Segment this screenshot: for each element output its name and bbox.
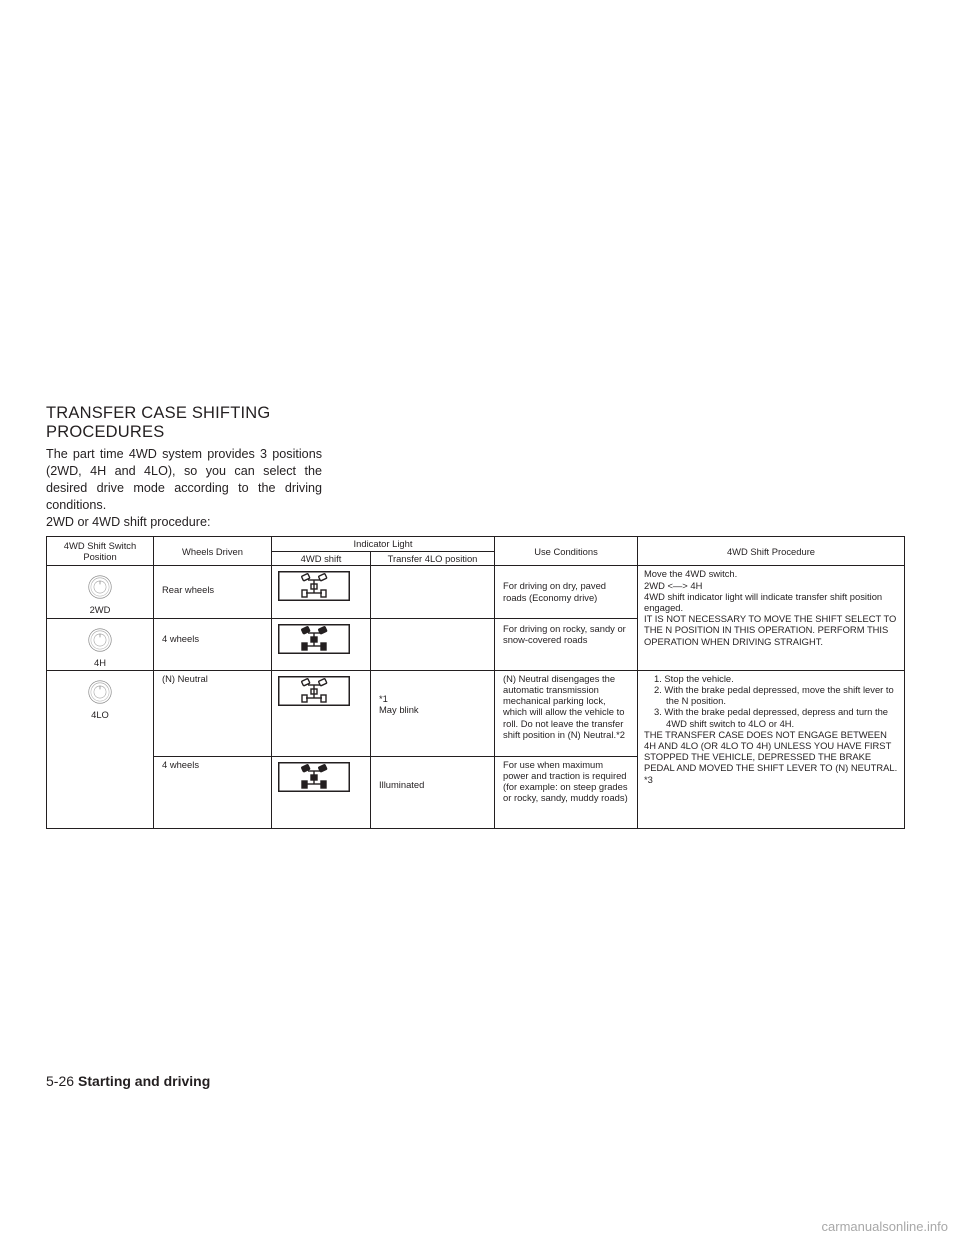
header-wheels: Wheels Driven [154, 537, 272, 566]
4wd-indicator-icon [278, 676, 350, 706]
position-label: 4LO [91, 708, 109, 720]
position-label: 2WD [89, 604, 111, 616]
indicator-cell [272, 566, 371, 618]
use-cell: For driving on rocky, sandy or snow-covered roads [495, 618, 638, 670]
procedure-line: 2WD <—> 4H [644, 579, 703, 591]
table-row [47, 670, 905, 756]
wheels-cell: 4 wheels [154, 756, 272, 828]
chapter-title: Starting and driving [78, 1073, 211, 1089]
4wd-indicator-icon [278, 762, 350, 792]
indicator-cell [272, 756, 371, 828]
position-cell [47, 670, 154, 828]
4wd-indicator-icon [278, 624, 350, 654]
transfer-light-note: May blink [379, 704, 419, 716]
header-indicator-4lo: Transfer 4LO position [371, 551, 495, 566]
table-row [47, 566, 905, 618]
position-label: 4H [94, 656, 106, 668]
procedure-step: 2. With the brake pedal depressed, move the shift lever to the N position. [654, 684, 894, 707]
shift-procedure-table [46, 536, 905, 829]
header-indicator: Indicator Light [272, 537, 495, 552]
procedure-cell-b [638, 670, 905, 828]
wheels-cell: (N) Neutral [154, 670, 272, 756]
procedure-step: 3. With the brake pedal depressed, depress and turn the 4WD shift switch to 4LO or 4H. [654, 706, 888, 729]
use-cell: For driving on dry, paved roads (Economy drive) [495, 566, 638, 618]
procedure-line: IT IS NOT NECESSARY TO MOVE THE SHIFT SELECT TO THE N POSITION IN THIS OPERATION. PERFORM THIS OPERATION WHEN DRIVING STRAIGHT. [644, 613, 897, 647]
page-number: 5-26 [46, 1073, 75, 1089]
position-cell [47, 618, 154, 670]
procedure-label: 2WD or 4WD shift procedure: [46, 515, 211, 529]
indicator-cell [272, 670, 371, 756]
wheels-cell: Rear wheels [154, 566, 272, 618]
transfer-light-cell [371, 566, 495, 618]
use-cell: (N) Neutral disengages the automatic transmission mechanical parking lock, which will allow the vehicle to roll. Do not leave the transfer shift position in (N) Neutral.*2 [495, 670, 638, 756]
intro-paragraph: The part time 4WD system provides 3 positions (2WD, 4H and 4LO), so you can select the desired drive mode according to the driving conditions. [46, 447, 322, 512]
transfer-light-cell [371, 618, 495, 670]
section-title-line2: PROCEDURES [46, 423, 165, 441]
procedure-line: 4WD shift indicator light will indicate transfer shift position engaged. [644, 590, 883, 614]
section-title [46, 404, 366, 442]
4wd-indicator-icon [278, 571, 350, 601]
watermark: carmanualsonline.info [821, 1219, 948, 1234]
wheels-cell: 4 wheels [154, 618, 272, 670]
position-cell [47, 566, 154, 618]
procedure-step: 1. Stop the vehicle. [654, 672, 734, 684]
transfer-light-cell [371, 670, 495, 756]
indicator-cell [272, 618, 371, 670]
header-use: Use Conditions [495, 537, 638, 566]
procedure-line: Move the 4WD switch. [644, 568, 738, 580]
procedure-cell-a [638, 566, 905, 670]
header-procedure: 4WD Shift Procedure [638, 537, 905, 566]
header-indicator-4wd: 4WD shift [272, 551, 371, 566]
transfer-light-note: *1 [379, 692, 388, 704]
shift-switch-dial-icon [87, 627, 113, 653]
header-position: 4WD Shift Switch Position [47, 537, 154, 566]
use-cell: For use when maximum power and traction is required (for example: on steep grades or rocky, sandy, muddy roads) [495, 756, 638, 828]
page-footer [46, 1073, 210, 1089]
section-title-line1: TRANSFER CASE SHIFTING [46, 404, 271, 422]
shift-switch-dial-icon [87, 679, 113, 705]
shift-switch-dial-icon [87, 574, 113, 600]
procedure-warning: THE TRANSFER CASE DOES NOT ENGAGE BETWEEN 4H AND 4LO (OR 4LO TO 4H) UNLESS YOU HAVE FIRST STOPPED THE VEHICLE, DEPRESSED THE BRAKE PEDAL AND MOVED THE SHIFT LEVER TO (N) NEUTRAL. *3 [644, 728, 898, 785]
transfer-light-cell: Illuminated [371, 756, 495, 828]
